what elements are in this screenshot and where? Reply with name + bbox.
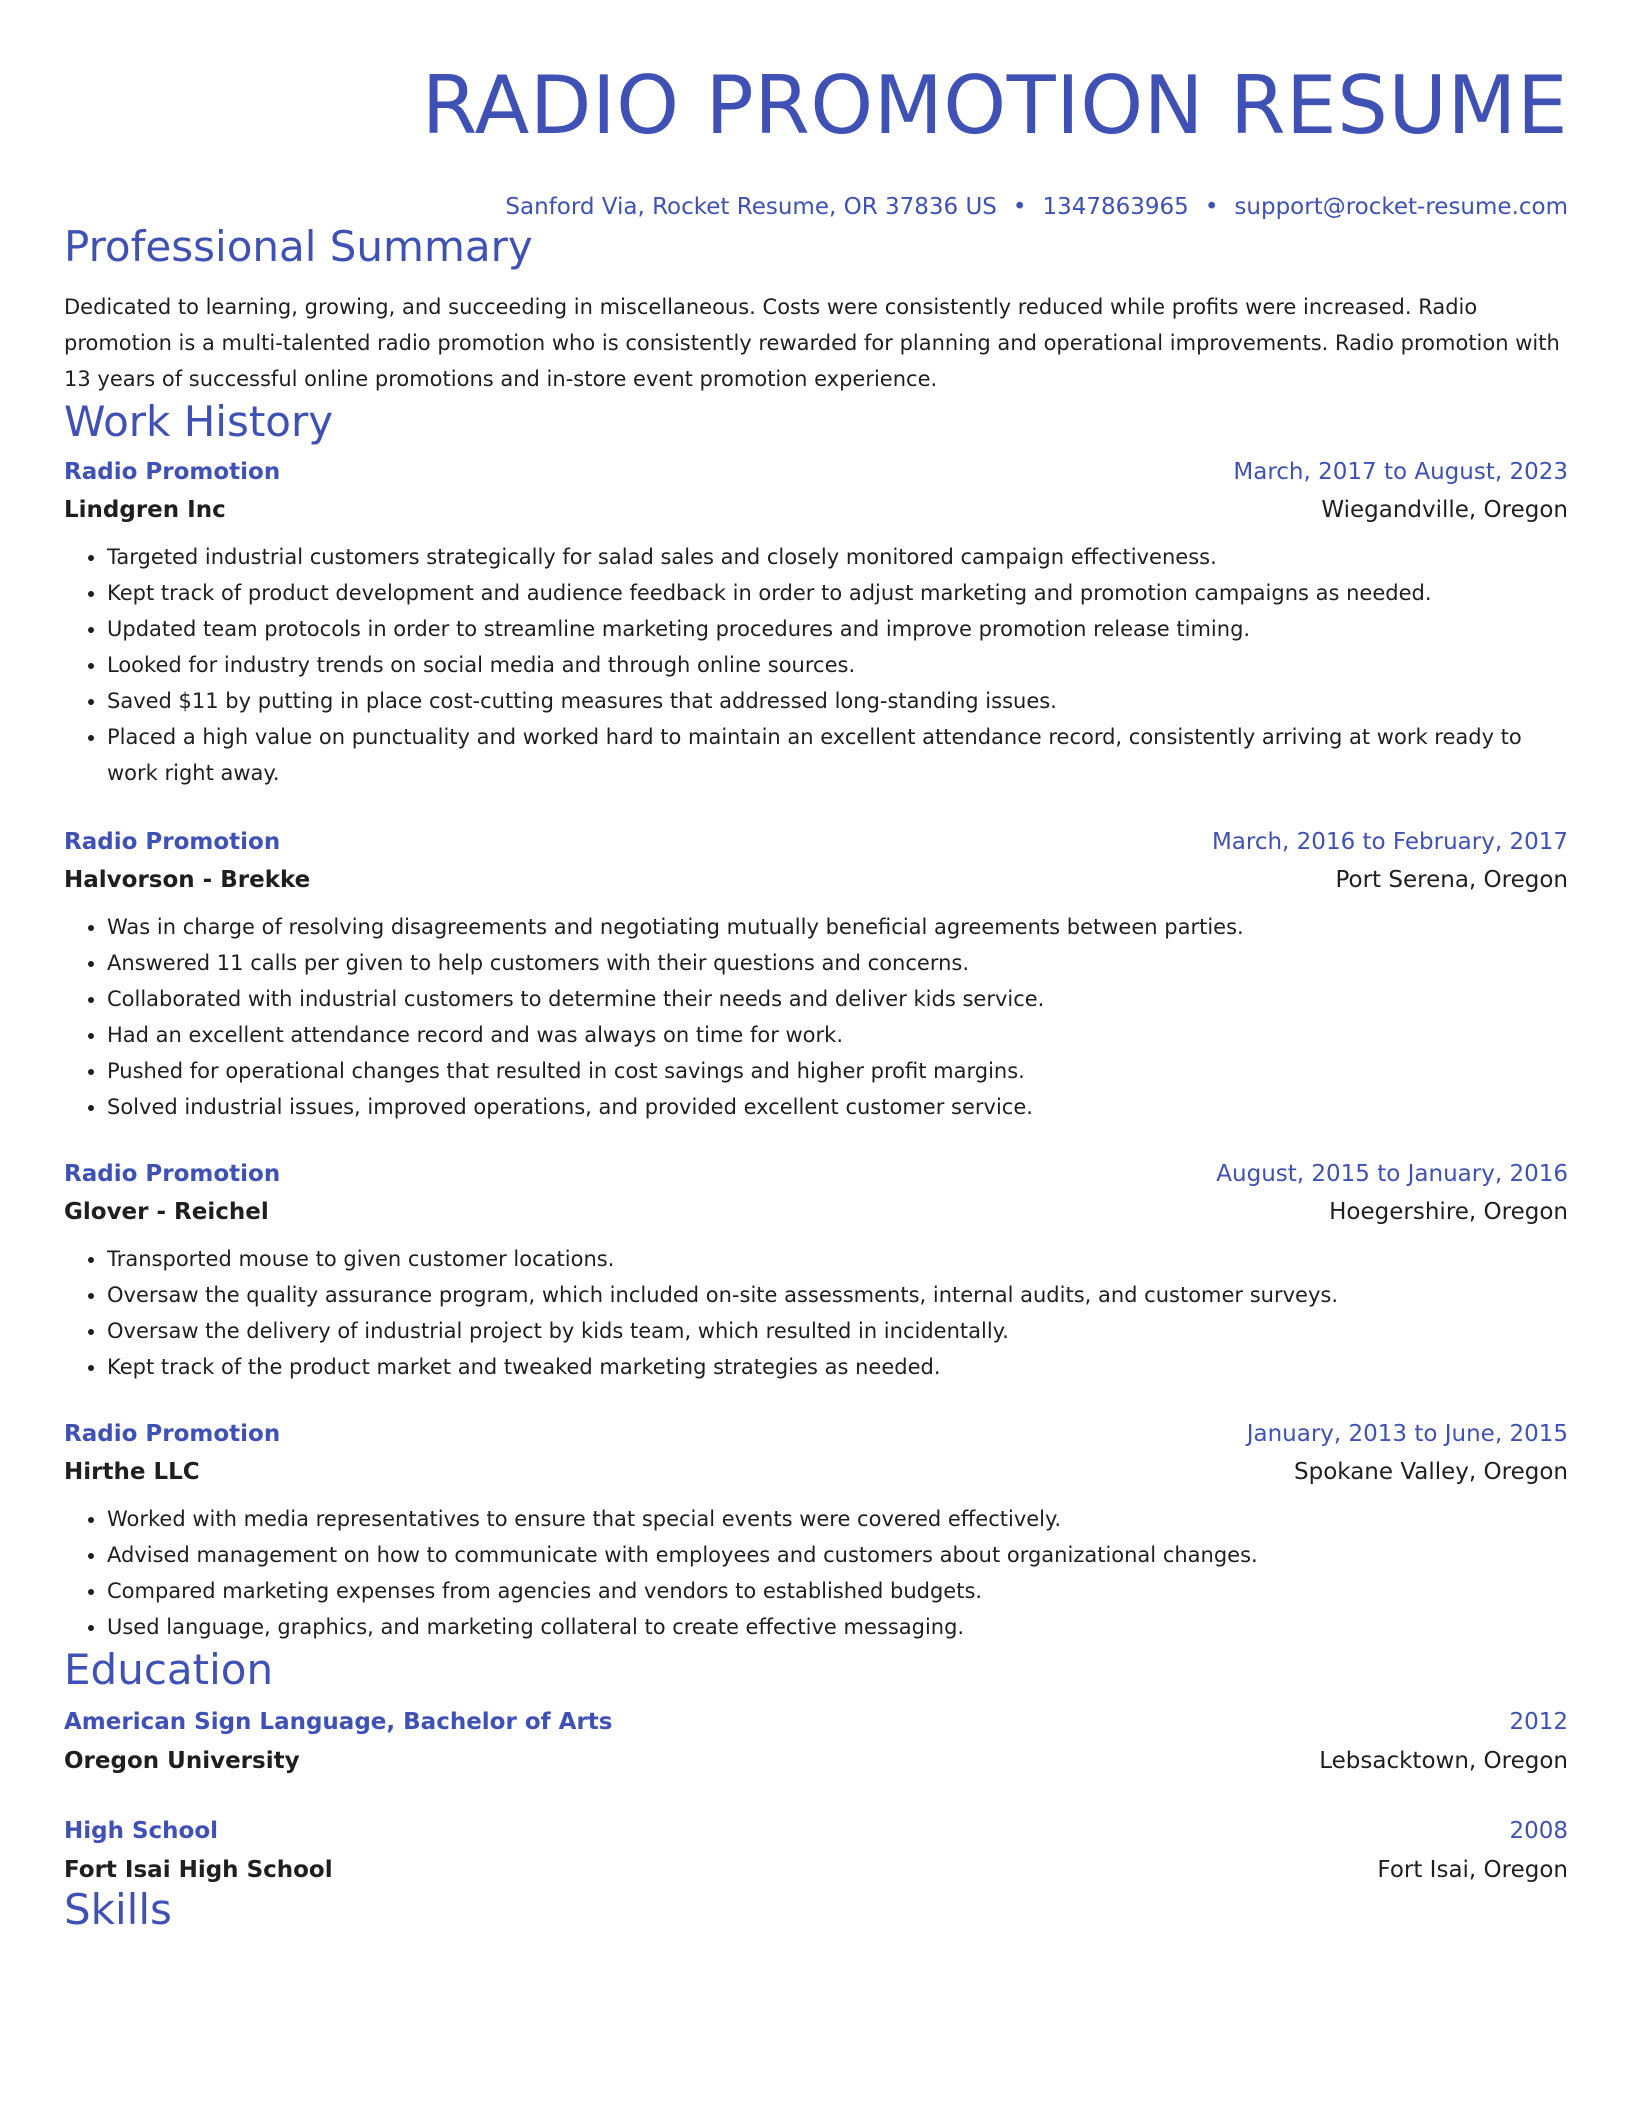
- company-row: [64, 865, 1568, 895]
- job-bullet: • Advised management on how to communicate with employees and customers about organizational changes.: [107, 1537, 1568, 1573]
- job-dates: August, 2015 to January, 2016: [1216, 1161, 1568, 1187]
- summary-heading: Professional Summary: [64, 222, 533, 271]
- education-heading: Education: [64, 1645, 274, 1694]
- company-row: [64, 1457, 1568, 1487]
- job-bullet: • Placed a high value on punctuality and worked hard to maintain an excellent attendance record, consistently arriving at work ready to work right away.: [107, 719, 1568, 791]
- job-bullet: • Solved industrial issues, improved operations, and provided excellent customer service.: [107, 1089, 1568, 1125]
- resume-header: [64, 58, 1568, 222]
- job-location: Hoegershire, Oregon: [1329, 1199, 1568, 1225]
- job-bullet: • Compared marketing expenses from agencies and vendors to established budgets.: [107, 1573, 1568, 1609]
- job-bullet: • Kept track of the product market and tweaked marketing strategies as needed.: [107, 1349, 1568, 1385]
- job-title: Radio Promotion: [64, 459, 281, 485]
- job-bullet: • Saved $11 by putting in place cost-cutting measures that addressed long-standing issues.: [107, 683, 1568, 719]
- job-bullet-list: [64, 909, 1568, 1125]
- job-bullet-list: [64, 1501, 1568, 1645]
- job-bullet-list: [64, 539, 1568, 791]
- work-history-list: [64, 457, 1568, 1645]
- job-bullet: • Transported mouse to given customer locations.: [107, 1241, 1568, 1277]
- job-title: Radio Promotion: [64, 829, 281, 855]
- company-row: [64, 1197, 1568, 1227]
- job-entry: [64, 457, 1568, 791]
- job-title-row: [64, 827, 1568, 857]
- address: Sanford Via, Rocket Resume, OR 37836 US: [505, 194, 997, 220]
- job-bullet: • Kept track of product development and audience feedback in order to adjust marketing and promotion campaigns as needed.: [107, 575, 1568, 611]
- job-title: Radio Promotion: [64, 1421, 281, 1447]
- company-row: [64, 495, 1568, 525]
- job-bullet-list: [64, 1241, 1568, 1385]
- school-location: Lebsacktown, Oregon: [1319, 1748, 1568, 1774]
- job-location: Spokane Valley, Oregon: [1294, 1459, 1568, 1485]
- job-title-row: [64, 1419, 1568, 1449]
- job-bullet: • Worked with media representatives to ensure that special events were covered effectively.: [107, 1501, 1568, 1537]
- job-title-row: [64, 457, 1568, 487]
- job-dates: March, 2017 to August, 2023: [1233, 459, 1568, 485]
- work-history-heading: Work History: [64, 397, 334, 446]
- job-bullet: • Was in charge of resolving disagreements and negotiating mutually beneficial agreements between parties.: [107, 909, 1568, 945]
- degree: American Sign Language, Bachelor of Arts: [64, 1709, 613, 1735]
- job-title-row: [64, 1159, 1568, 1189]
- job-bullet: • Updated team protocols in order to streamline marketing procedures and improve promotion release timing.: [107, 611, 1568, 647]
- school-row: [64, 1855, 1568, 1885]
- company-name: Glover - Reichel: [64, 1199, 269, 1225]
- job-bullet: • Used language, graphics, and marketing collateral to create effective messaging.: [107, 1609, 1568, 1645]
- resume-title: RADIO PROMOTION RESUME: [421, 59, 1568, 152]
- job-bullet: • Oversaw the quality assurance program, which included on-site assessments, internal audits, and customer surveys.: [107, 1277, 1568, 1313]
- company-name: Lindgren Inc: [64, 497, 226, 523]
- school-name: Oregon University: [64, 1748, 300, 1774]
- separator-dot: •: [1204, 194, 1219, 220]
- graduation-year: 2012: [1509, 1709, 1568, 1735]
- job-location: Wiegandville, Oregon: [1321, 497, 1568, 523]
- degree-row: [64, 1816, 1568, 1846]
- school-row: [64, 1746, 1568, 1776]
- company-name: Halvorson - Brekke: [64, 867, 311, 893]
- job-bullet: • Oversaw the delivery of industrial project by kids team, which resulted in incidentally.: [107, 1313, 1568, 1349]
- education-entry: [64, 1707, 1568, 1776]
- graduation-year: 2008: [1509, 1818, 1568, 1844]
- job-bullet: • Targeted industrial customers strategically for salad sales and closely monitored campaign effectiveness.: [107, 539, 1568, 575]
- summary-text: Dedicated to learning, growing, and succeeding in miscellaneous. Costs were consistently reduced while profits were increased. Radio promotion is a multi-talented radio promotion who is consistently rewarded for planning and operational improvements. Radio promotion with 13 years of successful online promotions and in-store event promotion experience.: [64, 295, 1560, 391]
- job-dates: January, 2013 to June, 2015: [1246, 1421, 1568, 1447]
- phone: 1347863965: [1042, 194, 1189, 220]
- email-link[interactable]: support@rocket-resume.com: [1234, 194, 1568, 220]
- job-bullet: • Looked for industry trends on social media and through online sources.: [107, 647, 1568, 683]
- job-bullet: • Collaborated with industrial customers to determine their needs and deliver kids service.: [107, 981, 1568, 1017]
- school-name: Fort Isai High School: [64, 1857, 333, 1883]
- company-name: Hirthe LLC: [64, 1459, 200, 1485]
- degree: High School: [64, 1818, 219, 1844]
- job-dates: March, 2016 to February, 2017: [1211, 829, 1568, 855]
- education-entry: [64, 1816, 1568, 1885]
- skills-heading: Skills: [64, 1885, 172, 1934]
- job-entry: [64, 1419, 1568, 1645]
- job-entry: [64, 827, 1568, 1125]
- job-location: Port Serena, Oregon: [1335, 867, 1568, 893]
- job-bullet: • Had an excellent attendance record and was always on time for work.: [107, 1017, 1568, 1053]
- job-bullet: • Answered 11 calls per given to help customers with their questions and concerns.: [107, 945, 1568, 981]
- education-list: [64, 1707, 1568, 1885]
- school-location: Fort Isai, Oregon: [1377, 1857, 1568, 1883]
- job-title: Radio Promotion: [64, 1161, 281, 1187]
- job-entry: [64, 1159, 1568, 1385]
- contact-line: [64, 192, 1568, 222]
- job-bullet: • Pushed for operational changes that resulted in cost savings and higher profit margins.: [107, 1053, 1568, 1089]
- separator-dot: •: [1012, 194, 1027, 220]
- degree-row: [64, 1707, 1568, 1737]
